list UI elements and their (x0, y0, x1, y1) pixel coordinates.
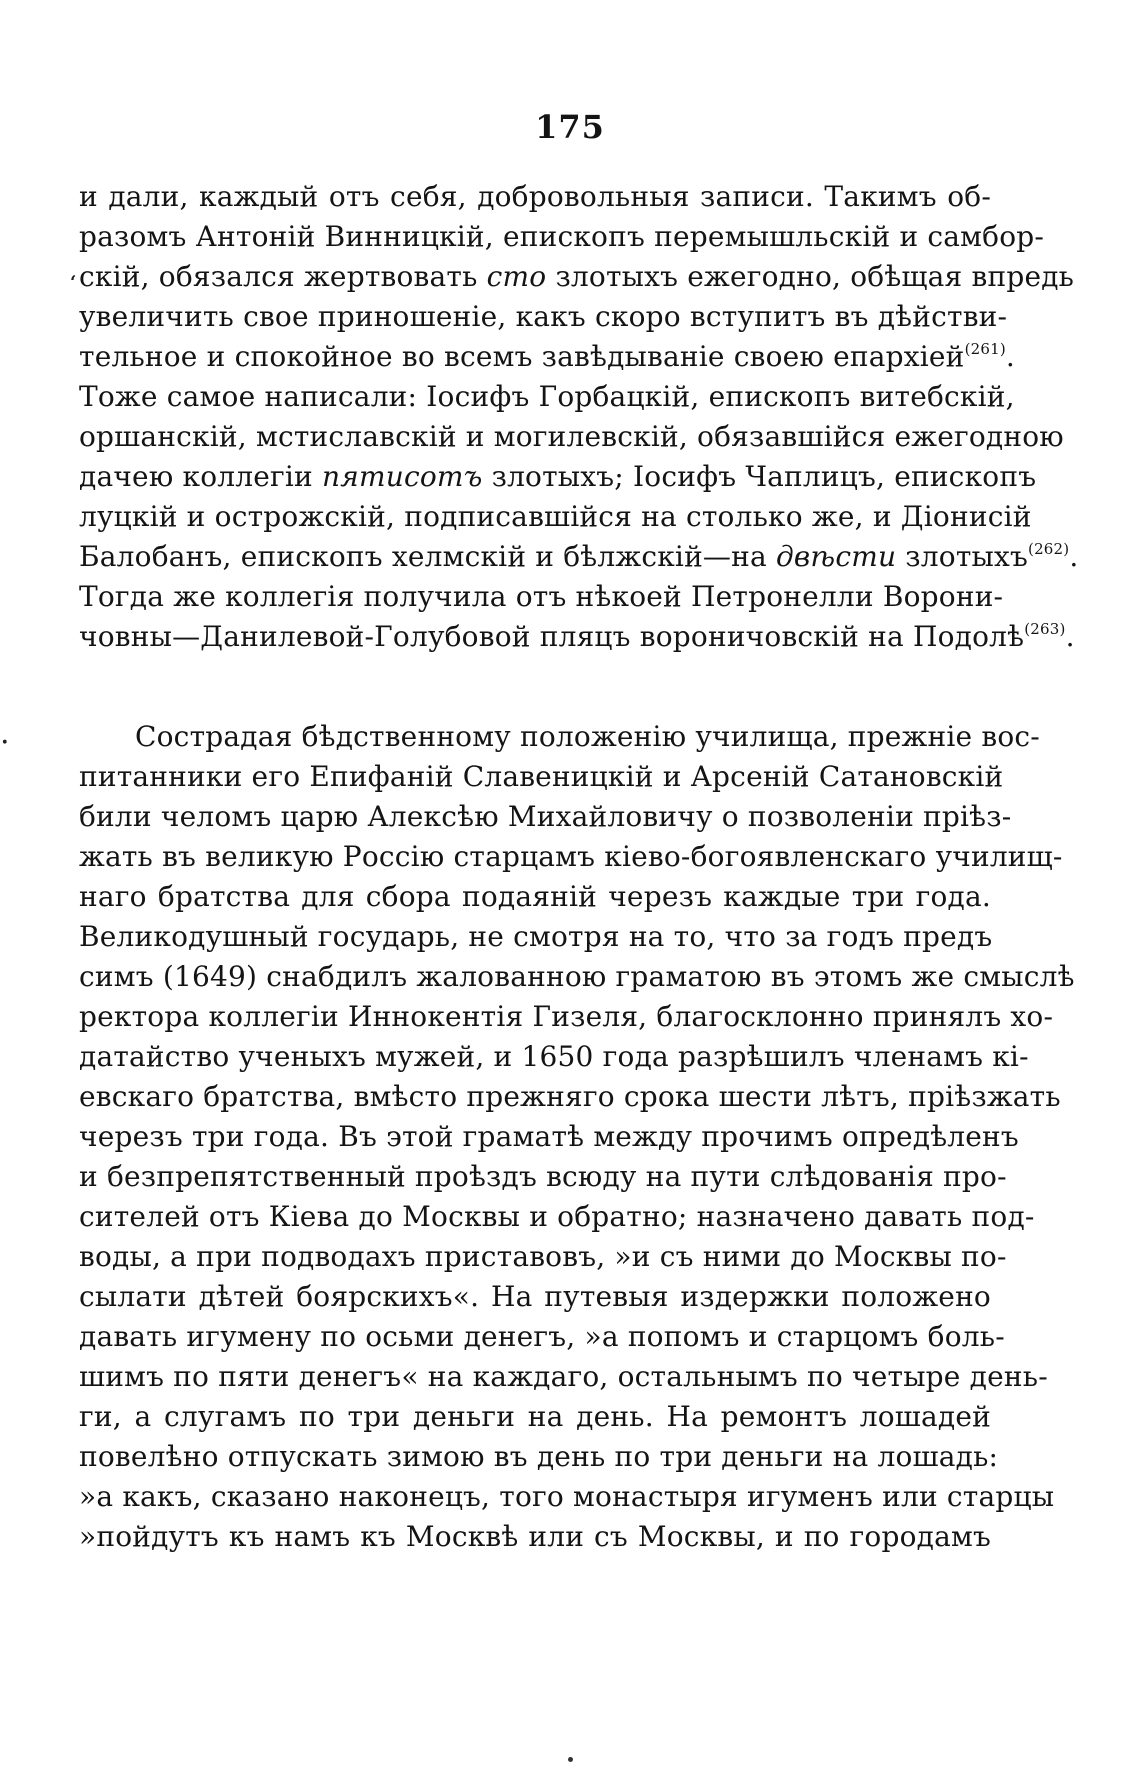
text-line: и дали, каждый отъ себя, добровольныя записи. Такимъ об- (79, 180, 991, 213)
text-line: сылати дѣтей боярскихъ«. На путевыя издержки положено (79, 1280, 991, 1313)
page-number: 175 (535, 108, 605, 146)
italic-word: пятисотъ (321, 460, 483, 493)
text-line: наго братства для сбора подаяній черезъ каждые три года. (79, 880, 991, 913)
text-line: питанники его Епифаній Славеницкій и Арсеній Сатановскій (79, 760, 1004, 793)
text-line: симъ (1649) снабдилъ жалованною граматою въ этомъ же смыслѣ (79, 960, 1075, 993)
text-line: »пойдутъ къ намъ къ Москвѣ или съ Москвы, и по городамъ (79, 1520, 991, 1553)
printer-dot-mark (568, 1757, 573, 1762)
text-line: Тогда же коллегія получила отъ нѣкоей Петронелли Ворони- (79, 580, 1004, 613)
italic-word: сто (486, 260, 547, 293)
text-line: Сострадая бѣдственному положенію училища, прежніе вос- (135, 720, 1040, 753)
text-line: разомъ Антоній Винницкій, епископъ перемышльскій и самбор- (79, 220, 1045, 253)
text-line: увеличить свое приношеніе, какъ скоро вступитъ въ дѣйстви- (79, 300, 1008, 333)
text-line: ги, а слугамъ по три деньги на день. На ремонтъ лошадей (79, 1400, 991, 1433)
text-line: повелѣно отпускать зимою въ день по три деньги на лошадь: (79, 1440, 999, 1473)
margin-mark-left-upper: ʻ (70, 272, 77, 293)
italic-word: двѣсти (775, 540, 897, 573)
text-line: евскаго братства, вмѣсто прежняго срока шести лѣтъ, пріѣзжать (79, 1080, 1061, 1113)
text-line: Тоже самое написали: Іосифъ Горбацкій, епископъ витебскій, (79, 380, 1015, 413)
text-line: воды, а при подводахъ приставовъ, »и съ ними до Москвы по- (79, 1240, 1007, 1273)
text-line: жать въ великую Россію старцамъ кіево-богоявленскаго училищ- (79, 840, 1063, 873)
text-line: луцкій и острожскій, подписавшійся на столько же, и Діонисій (79, 500, 1032, 533)
text-line: сителей отъ Кіева до Москвы и обратно; назначено давать под- (79, 1200, 1035, 1233)
text-line: Великодушный государь, не смотря на то, что за годъ предъ (79, 920, 993, 953)
footnote-ref: (261) (964, 340, 1006, 358)
text-line: били челомъ царю Алексѣю Михайловичу о позволеніи пріѣз- (79, 800, 1012, 833)
text-line: дачею коллегіи пятисотъ злотыхъ; Іосифъ Чаплицъ, епископъ (79, 460, 1037, 493)
text-line: тельное и спокойное во всемъ завѣдываніе своею епархіей$^{(261)}$. (79, 340, 1016, 373)
text-line: ректора коллегіи Иннокентія Гизеля, благосклонно принялъ хо- (79, 1000, 1054, 1033)
text-line: оршанскій, мстиславскій и могилевскій, обязавшійся ежегодною (79, 420, 1064, 453)
text-line: и безпрепятственный проѣздъ всюду на пути слѣдованія про- (79, 1160, 1007, 1193)
footnote-ref: (263) (1024, 620, 1066, 638)
text-line: черезъ три года. Въ этой граматѣ между прочимъ опредѣленъ (79, 1120, 1019, 1153)
text-line: датайство ученыхъ мужей, и 1650 года разрѣшилъ членамъ кі- (79, 1040, 1029, 1073)
text-line: скій, обязался жертвовать сто злотыхъ ежегодно, обѣщая впредь (79, 260, 1075, 293)
text-line: човны—Данилевой-Голубовой пляцъ вороничовскій на Подолѣ$^{(263)}$. (79, 620, 1075, 653)
text-line: »а какъ, сказано наконецъ, того монастыря игуменъ или старцы (79, 1480, 1055, 1513)
margin-mark-left-lower: ꞏ (2, 732, 8, 753)
footnote-ref: (262) (1028, 540, 1070, 558)
text-line: давать игумену по осьми денегъ, »а попомъ и старцомъ боль- (79, 1320, 1005, 1353)
text-line: шимъ по пяти денегъ« на каждаго, остальнымъ по четыре день- (79, 1360, 1048, 1393)
text-line: Балобанъ, епископъ хелмскій и бѣлжскій—на двѣсти злотыхъ$^{(262)}$. (79, 540, 1079, 573)
